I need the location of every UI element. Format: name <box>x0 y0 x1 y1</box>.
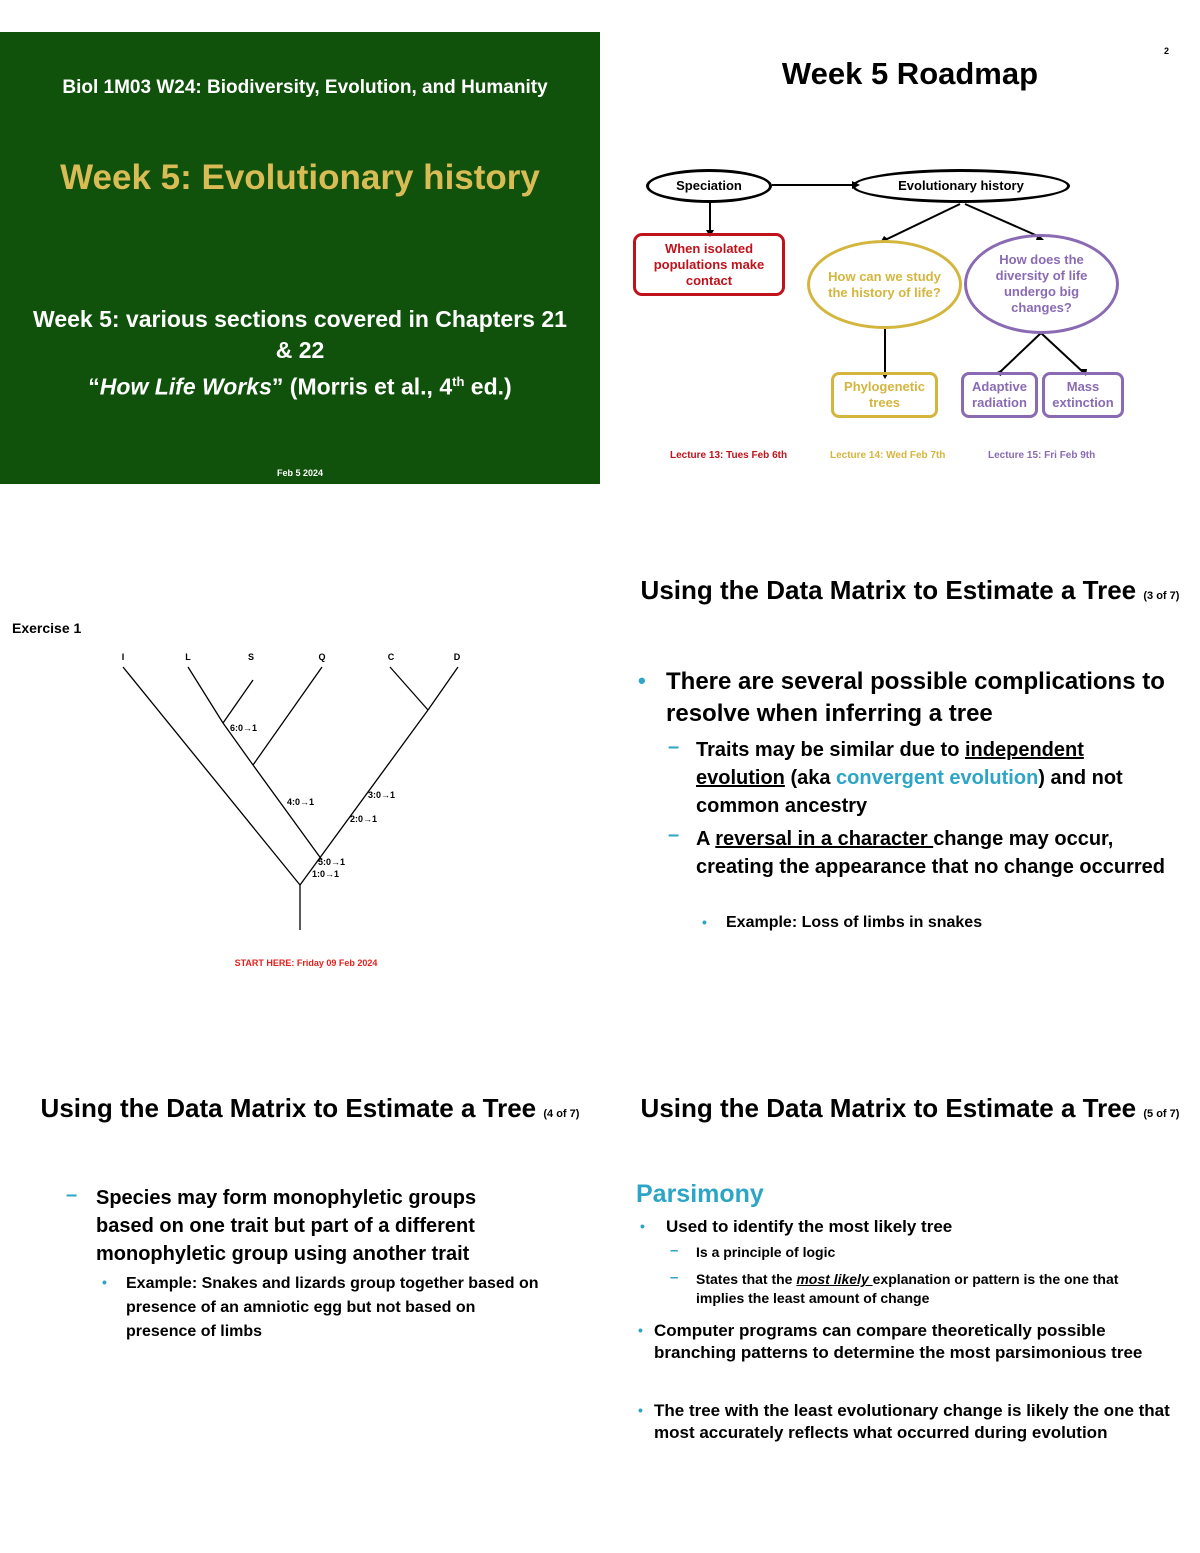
taxon-label: Q <box>318 652 326 662</box>
slide5-title-text: Using the Data Matrix to Estimate a Tree <box>40 1093 537 1123</box>
title-slide <box>0 32 600 484</box>
slide4-bullet1: There are several possible complications to resolve when inferring a tree <box>666 668 1165 727</box>
slide5-title-suffix: (4 of 7) <box>543 1108 580 1120</box>
how-study-node <box>807 240 962 329</box>
book-edition: ed.) <box>464 373 512 400</box>
connector-line <box>1000 333 1041 372</box>
adaptive-radiation-label: Adaptive radiation <box>972 379 1027 410</box>
taxon-label: D <box>453 652 461 662</box>
slide4-sub2 <box>696 825 1166 881</box>
text: States that the <box>696 1271 797 1287</box>
roadmap-title: Week 5 Roadmap <box>781 56 1039 91</box>
slide6-sub2 <box>696 1270 1166 1308</box>
text: change may occur, creating the appearance that no change occurred <box>696 828 1166 878</box>
taxon-label: C <box>387 652 395 662</box>
data-matrix-slide-4 <box>0 1060 600 1512</box>
start-here-note: START HERE: Friday 09 Feb 2024 <box>234 958 378 968</box>
bullet-dot: • <box>102 1274 107 1290</box>
slide6-title-suffix: (5 of 7) <box>1143 1108 1180 1120</box>
data-matrix-slide-5 <box>600 1060 1200 1512</box>
bullet-dash: – <box>668 736 680 758</box>
text: A <box>696 828 716 850</box>
change-label: 5:0→1 <box>318 857 346 867</box>
speciation-node <box>646 169 772 203</box>
branch-d <box>428 667 458 710</box>
book-line <box>30 366 570 403</box>
book-title: How Life Works <box>99 373 272 400</box>
change-label: 2:0→1 <box>350 814 378 824</box>
bullet-dot: • <box>638 668 646 693</box>
phylogenetic-trees-node <box>831 372 938 418</box>
bullet-dash: – <box>670 1269 679 1286</box>
evolutionary-history-label: Evolutionary history <box>898 178 1024 193</box>
adaptive-radiation-node <box>961 372 1038 418</box>
slide5-subsub: Example: Snakes and lizards group together based on presence of an amniotic egg but not based on presence of limbs <box>126 1275 539 1340</box>
taxon-label: L <box>185 652 191 662</box>
week-title: Week 5: Evolutionary history <box>60 158 540 197</box>
how-study-label: How can we study the history of life? <box>828 268 941 300</box>
text: ) and not common ancestry <box>696 767 1123 817</box>
how-diversity-label: How does the diversity of life undergo big changes? <box>995 252 1088 315</box>
slide1-date: Feb 5 2024 <box>276 468 324 478</box>
slide4-sub1 <box>696 736 1166 820</box>
connector-line <box>965 204 1040 237</box>
book-author: ” (Morris et al., 4 <box>271 373 453 400</box>
taxon-label: S <box>247 652 255 662</box>
branch-q <box>253 667 322 765</box>
change-label: 6:0→1 <box>230 723 258 733</box>
branch-s <box>223 680 253 723</box>
connector-line <box>1041 333 1083 372</box>
branch-lsq <box>253 765 322 860</box>
roadmap-slide <box>600 32 1200 484</box>
evolutionary-history-node <box>852 169 1070 203</box>
phylogenetic-trees-label: Phylogenetic trees <box>844 379 925 410</box>
slide6-bullet2: Computer programs can compare theoretically possible branching patterns to determine the most parsimonious tree <box>654 1321 1143 1362</box>
parsimony-heading: Parsimony <box>636 1180 764 1208</box>
slide6-bullet1: Used to identify the most likely tree <box>666 1217 953 1236</box>
change-label: 3:0→1 <box>368 790 396 800</box>
course-title: Biol 1M03 W24: Biodiversity, Evolution, and Humanity <box>62 77 548 98</box>
slide4-title-text: Using the Data Matrix to Estimate a Tree <box>640 575 1137 605</box>
bullet-dash: – <box>670 1242 679 1259</box>
slide1-subtitle <box>30 304 570 403</box>
slide4-title-suffix: (3 of 7) <box>1143 590 1180 602</box>
bullet-dash: – <box>668 824 680 846</box>
bullet-dot: • <box>638 1402 643 1418</box>
slide5-sub1: Species may form monophyletic groups based on one trait but part of a different monophyletic group using another trait <box>96 1187 477 1265</box>
mass-extinction-node <box>1042 372 1124 418</box>
bullet-dash: – <box>66 1184 78 1206</box>
underlined-term: reversal in a character <box>715 828 934 850</box>
emphasis-term: most likely <box>796 1271 873 1287</box>
branch-c <box>390 667 428 710</box>
taxon-label: I <box>121 652 125 662</box>
chapters-line: Week 5: various sections covered in Chapters 21 & 22 <box>33 306 567 363</box>
highlight-term: convergent evolution <box>836 767 1039 789</box>
lecture-15-label: Lecture 15: Fri Feb 9th <box>988 450 1096 461</box>
exercise-slide <box>0 540 600 992</box>
bullet-dot: • <box>702 914 707 930</box>
change-label: 1:0→1 <box>312 869 340 879</box>
speciation-label: Speciation <box>676 178 742 193</box>
quote-mark: “ <box>88 373 100 400</box>
slide6-title <box>640 1090 1180 1132</box>
when-isolated-node <box>633 233 785 296</box>
slide6-bullet3: The tree with the least evolutionary change is likely the one that most accurately reflects what occurred during evolution <box>654 1401 1170 1442</box>
connector-line <box>885 204 960 240</box>
phylogenetic-tree <box>0 540 600 992</box>
bullet-dot: • <box>638 1322 643 1338</box>
data-matrix-slide-3 <box>600 540 1200 992</box>
slide6-title-text: Using the Data Matrix to Estimate a Tree <box>640 1093 1137 1123</box>
bullet-dot: • <box>640 1218 645 1234</box>
slide4-title <box>640 572 1180 614</box>
exercise-label: Exercise 1 <box>12 620 82 636</box>
slide6-sub1: Is a principle of logic <box>696 1244 836 1260</box>
branch-i <box>123 667 300 885</box>
slide5-title <box>40 1090 580 1132</box>
lecture-13-label: Lecture 13: Tues Feb 6th <box>670 450 788 461</box>
underlined-term: independent evolution <box>696 739 1084 789</box>
mass-extinction-label: Mass extinction <box>1052 379 1114 410</box>
how-diversity-node <box>964 234 1119 334</box>
text: explanation or pattern is the one that implies the least amount of change <box>696 1271 1119 1306</box>
when-isolated-label: When isolated populations make contact <box>653 240 765 288</box>
branch-l <box>188 667 223 723</box>
slide4-subsub: Example: Loss of limbs in snakes <box>726 914 983 931</box>
edition-sup: th <box>452 374 465 389</box>
text: Traits may be similar due to <box>696 739 965 761</box>
page-number: 2 <box>1164 46 1170 56</box>
lecture-14-label: Lecture 14: Wed Feb 7th <box>830 450 946 461</box>
text: (aka <box>784 767 837 789</box>
change-label: 4:0→1 <box>287 797 315 807</box>
